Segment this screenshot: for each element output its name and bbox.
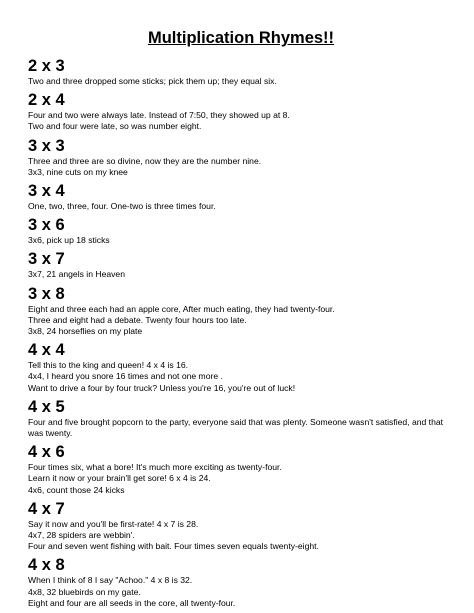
section-heading: 4 x 4	[28, 341, 65, 360]
section-heading: 4 x 8	[28, 556, 65, 575]
rhyme-section	[28, 90, 454, 132]
rhyme-line: 3x7, 21 angels in Heaven	[28, 269, 125, 280]
rhyme-section	[28, 555, 454, 609]
section-heading: 3 x 7	[28, 250, 65, 269]
rhyme-line: Learn it now or your brain'll get sore! 6 x 4 is 24.	[28, 473, 211, 484]
rhyme-line: Four and two were always late. Instead of 7:50, they showed up at 8.	[28, 110, 290, 121]
rhyme-line: Two and three dropped some sticks; pick them up; they equal six.	[28, 76, 277, 86]
rhyme-line: Say it now and you'll be first-rate! 4 x 7 is 28.	[28, 518, 199, 529]
rhyme-line: 3x8, 24 horseflies on my plate	[28, 326, 143, 337]
rhyme-section	[28, 284, 454, 338]
section-heading: 3 x 4	[28, 182, 65, 201]
rhyme-section	[28, 181, 454, 212]
rhyme-sections	[28, 56, 454, 609]
rhyme-line: 3x3, nine cuts on my knee	[28, 166, 128, 177]
section-heading: 2 x 3	[28, 57, 65, 75]
rhyme-section	[28, 499, 454, 553]
rhyme-line: Want to drive a four by four truck? Unless you're 16, you're out of luck!	[28, 382, 296, 393]
section-heading: 3 x 8	[28, 284, 65, 303]
rhyme-line: 4x8, 32 bluebirds on my gate.	[28, 586, 141, 597]
rhyme-line: Three and three are so divine, now they are the number nine.	[28, 155, 262, 166]
rhyme-section	[28, 397, 454, 439]
page-title: Multiplication Rhymes!!	[147, 29, 335, 47]
rhyme-line: Three and eight had a debate. Twenty four hours too late.	[28, 314, 247, 325]
rhyme-line: Tell this to the king and queen! 4 x 4 is 16.	[28, 360, 189, 371]
rhyme-line: 3x6, pick up 18 sticks	[28, 235, 110, 246]
section-heading: 3 x 3	[28, 136, 65, 155]
rhyme-line: Eight and three each had an apple core, After much eating, they had twenty-four.	[28, 303, 335, 314]
section-heading: 2 x 4	[28, 91, 65, 110]
rhyme-section	[28, 56, 454, 87]
rhyme-section	[28, 340, 454, 394]
rhyme-line: When I think of 8 I say "Achoo." 4 x 8 is 32.	[28, 575, 193, 586]
rhyme-line: 4x4, I heard you snore 16 times and not one more .	[28, 371, 223, 382]
section-heading: 4 x 6	[28, 443, 65, 462]
section-heading: 3 x 6	[28, 216, 65, 235]
rhyme-line: Eight and four are all seeds in the core, all twenty-four.	[28, 597, 236, 608]
rhyme-section	[28, 442, 454, 496]
rhyme-section	[28, 249, 454, 280]
rhyme-section	[28, 215, 454, 246]
rhyme-line: Two and four were late, so was number eight.	[28, 121, 202, 132]
rhyme-line: Four and seven went fishing with bait. Four times seven equals twenty-eight.	[28, 541, 319, 552]
rhyme-line: 4x6, count those 24 kicks	[28, 484, 125, 495]
rhyme-line: 4x7, 28 spiders are webbin'.	[28, 530, 135, 541]
rhyme-line: One, two, three, four. One-two is three times four.	[28, 201, 216, 212]
rhyme-line: Four times six, what a bore! It's much more exciting as twenty-four.	[28, 462, 282, 473]
rhyme-section	[28, 136, 454, 178]
rhyme-line: Four and five brought popcorn to the party, everyone said that was plenty. Someone wasn't satisfied, and that was twenty.	[28, 416, 444, 439]
section-heading: 4 x 7	[28, 499, 65, 518]
section-heading: 4 x 5	[28, 397, 65, 416]
